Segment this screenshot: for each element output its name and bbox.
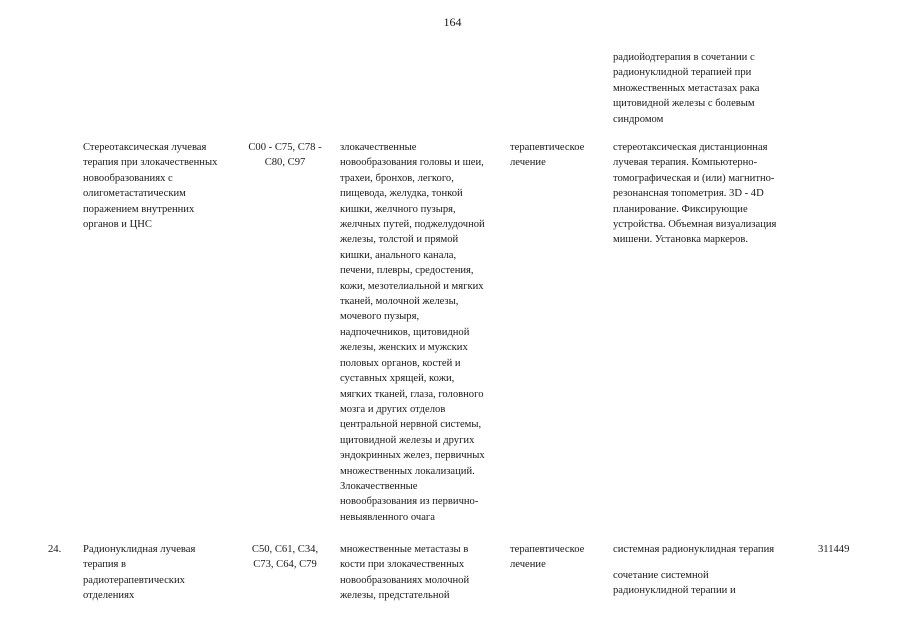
row-2-method-cell-2: сочетание системной радионуклидной терапии и <box>613 570 736 597</box>
row-2-treatment-cell: терапевтическое лечение <box>510 544 585 571</box>
row-2-model-cell: множественные метастазы в кости при злокачественных новообразованиях молочной железы, предстательной <box>340 544 470 602</box>
row-1-codes-cell: С00 - С75, С78 - С80, С97 <box>248 142 322 169</box>
row-1-model-cell: злокачественные новообразования головы и шеи, трахеи, бронхов, легкого, пищевода, желудка, тонкой кишки, желчного пузыря, желчных путей, поджелудочной железы, толстой и прямой кишки, анального канала, печени, плевры, средостения, кожи, мезотелиальной и мягких тканей, молочной железы, мочевого пузыря, надпочечников, щитовидной железы, женских и мужских половых органов, костей и суставных хрящей, кожи, мягких тканей, глаза, головного мозга и других отделов центральной нервной системы, щитовидной железы и других эндокринных желез, первичных множественных локализаций. Злокачественные новообразования из первично- невыявленного очага <box>340 142 485 523</box>
page-number: 164 <box>443 15 462 29</box>
row-2-cost-cell: 311449 <box>818 544 850 555</box>
row-2-number-cell: 24. <box>48 544 62 555</box>
row-2-method-cell: системная радионуклидная терапия <box>613 544 775 555</box>
row-1-treatment-cell: терапевтическое лечение <box>510 142 585 169</box>
row-1-name-cell: Стереотаксическая лучевая терапия при злокачественных новообразованиях с олигометастатическим поражением внутренних органов и ЦНС <box>83 142 218 231</box>
continuation-method-cell: радиойодтерапия в сочетании с радионуклидной терапией при множественных метастазах рака щитовидной железы с болевым синдромом <box>613 52 760 125</box>
row-2-name-cell: Радионуклидная лучевая терапия в радиотерапевтических отделениях <box>83 544 196 602</box>
row-1-method-cell: стереотаксическая дистанционная лучевая терапия. Компьютерно- томографическая и (или) магнитно- резонансная топометрия. 3D - 4D планирование. Фиксирующие устройства. Объемная визуализация мишени. Установка маркеров. <box>613 142 777 246</box>
row-2-codes-cell: С50, С61, С34, С73, С64, С79 <box>251 544 319 571</box>
